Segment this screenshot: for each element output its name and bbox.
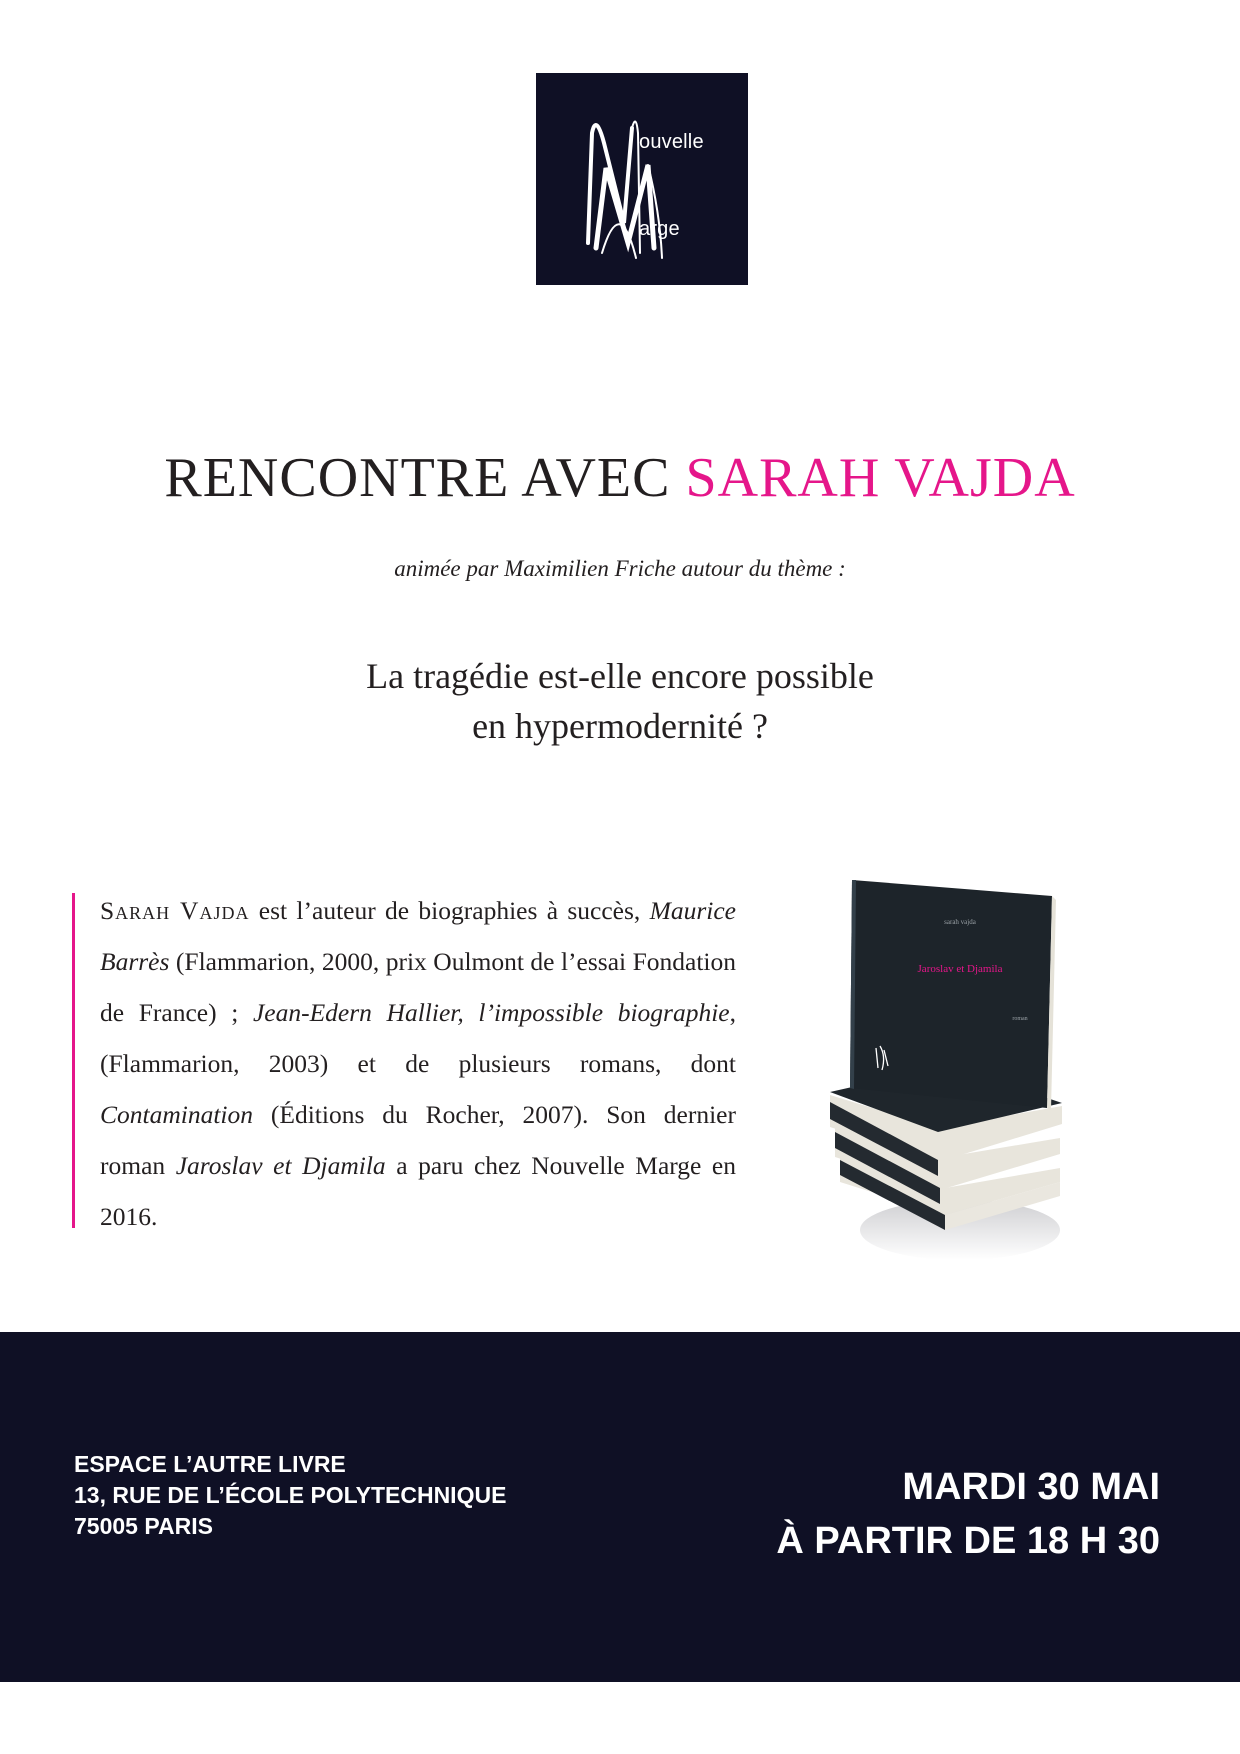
publisher-logo — [536, 73, 748, 285]
book-cover-title: Jaroslav et Djamila — [917, 963, 1003, 975]
book-cover-genre: roman — [1012, 1016, 1028, 1022]
nm-monogram-icon — [536, 73, 748, 285]
logo-word-nouvelle: ouvelle — [639, 131, 704, 153]
book-cover-author: sarah vajda — [944, 918, 976, 926]
bio-text: est l’auteur de biographies à succès, — [249, 896, 650, 925]
book-stack-illustration — [810, 870, 1070, 1280]
book-stack-image — [810, 870, 1070, 1280]
event-datetime — [776, 1460, 1160, 1568]
bio-book-title: Jaroslav et Djamila — [175, 1151, 386, 1180]
event-subtitle: animée par Maximilien Friche autour du thème : — [394, 556, 846, 581]
bio-text: (Éditions du Rocher, 2007). Son dernier roman — [100, 1100, 736, 1180]
venue-address — [74, 1449, 506, 1542]
author-bio — [100, 885, 736, 1242]
venue-name: ESPACE L’AUTRE LIVRE — [74, 1451, 346, 1477]
event-time: À PARTIR DE 18 H 30 — [776, 1520, 1160, 1562]
question-line-1: La tragédie est-elle encore possible — [366, 656, 874, 696]
event-headline — [0, 446, 1240, 510]
event-footer — [0, 1332, 1240, 1682]
venue-city: 75005 PARIS — [74, 1513, 213, 1539]
author-name-headline: SARAH VAJDA — [685, 447, 1076, 509]
bio-author-name: Sarah Vajda — [100, 896, 250, 925]
bio-book-title: Maurice Barrès — [100, 896, 736, 976]
bio-book-title: Contamination — [100, 1100, 254, 1129]
bio-text: a paru chez Nouvelle Marge en 2016. — [100, 1151, 736, 1231]
bio-text: , (Flammarion, 2003) et de plusieurs romans, dont — [100, 998, 736, 1078]
event-theme-question — [0, 651, 1240, 751]
bio-book-title: Jean-Edern Hallier, l’impossible biographie — [252, 998, 730, 1027]
bio-text: (Flammarion, 2000, prix Oulmont de l’essai Fondation de France) ; — [100, 947, 736, 1027]
headline-prefix: RENCONTRE AVEC — [164, 447, 686, 509]
bio-accent-bar — [72, 893, 75, 1228]
venue-street: 13, RUE DE L’ÉCOLE POLYTECHNIQUE — [74, 1482, 507, 1508]
question-line-2: en hypermodernité ? — [472, 706, 768, 746]
event-date: MARDI 30 MAI — [902, 1466, 1160, 1508]
logo-word-marge: arge — [639, 218, 680, 240]
